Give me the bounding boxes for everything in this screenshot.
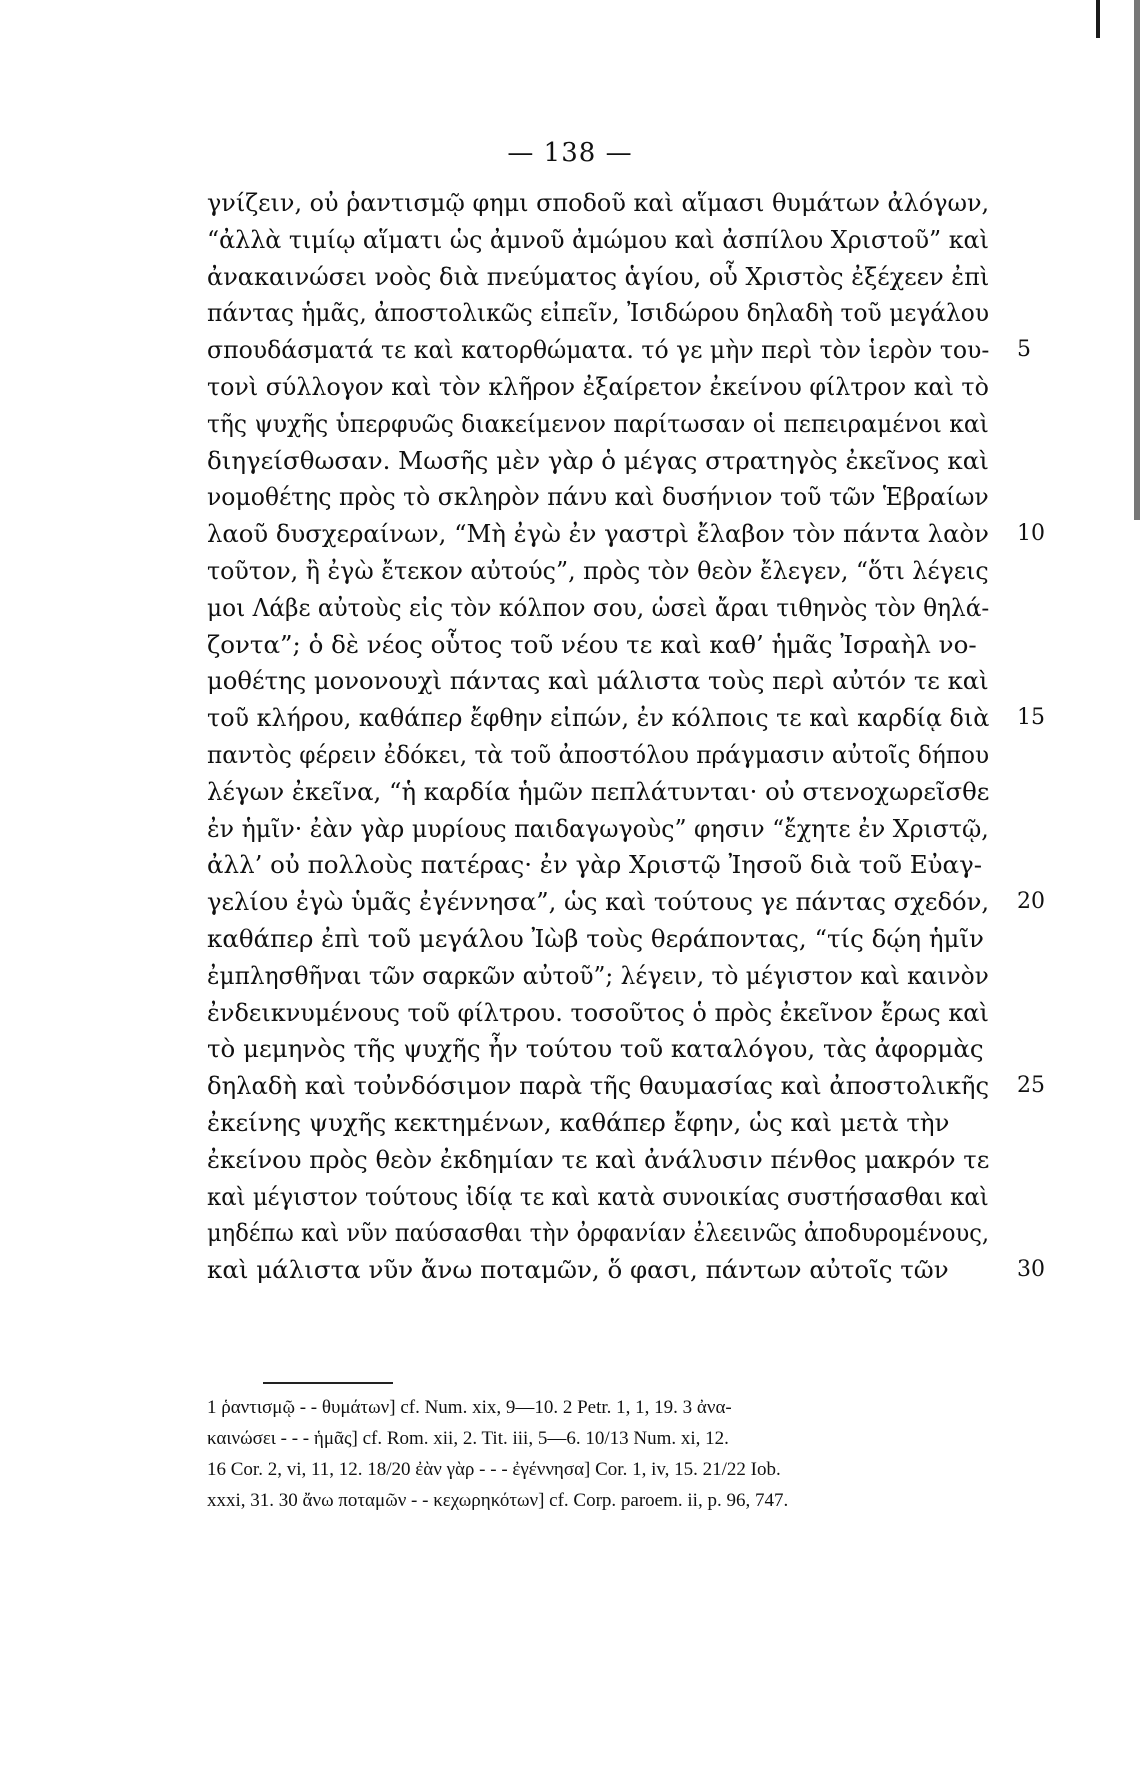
text-line-content: πάντας ἡμᾶς, ἀποστολικῶς εἰπεῖν, Ἰσιδώρου δηλαδὴ τοῦ μεγάλου <box>207 298 990 328</box>
text-line <box>207 1179 987 1216</box>
text-line <box>207 332 1031 369</box>
text-line <box>207 884 1045 921</box>
text-line-content: γελίου ἐγὼ ὑμᾶς ἐγέννησα”, ὡς καὶ τούτους γε πάντας σχεδόν, <box>207 887 990 917</box>
text-line <box>207 222 987 259</box>
text-line-content: παντὸς φέρειν ἐδόκει, τὰ τοῦ ἀποστόλου πράγμασιν αὐτοῖς δήπου <box>207 739 990 769</box>
text-line <box>207 1252 1045 1289</box>
text-line-content: ἀλλ’ οὐ πολλοὺς πατέρας· ἐν γὰρ Χριστῷ Ἰησοῦ διὰ τοῦ Εὐαγ- <box>207 850 983 880</box>
text-line-content: τὸ μεμηνὸς τῆς ψυχῆς ἦν τούτου τοῦ καταλόγου, τὰς ἀφορμὰς <box>207 1034 984 1064</box>
text-line <box>207 369 987 406</box>
line-number: 30 <box>1017 1257 1045 1283</box>
text-line <box>207 590 990 627</box>
text-line <box>207 406 987 443</box>
scan-edge-mark <box>1134 0 1140 520</box>
text-line <box>207 958 987 995</box>
text-line <box>207 1105 987 1142</box>
text-line-content: τοῦ κλήρου, καθάπερ ἔφθην εἰπών, ἐν κόλποις τε καὶ καρδίᾳ διὰ <box>207 703 990 733</box>
text-line-content: μηδέπω καὶ νῦν παύσασθαι τὴν ὀρφανίαν ἐλεεινῶς ἀποδυρομένους, <box>207 1218 990 1248</box>
text-line-content: λέγων ἐκεῖνα, “ἡ καρδία ἡμῶν πεπλάτυνται· οὐ στενοχωρεῖσθε <box>207 776 990 806</box>
text-line <box>207 1142 990 1179</box>
text-line <box>207 295 990 332</box>
text-line-content: νομοθέτης πρὸς τὸ σκληρὸν πάνυ καὶ δυσήνιον τοῦ τῶν Ἑβραίων <box>207 482 989 512</box>
text-line-content: μοθέτης μονονουχὶ πάντας καὶ μάλιστα τοὺς περὶ αὐτόν τε καὶ <box>207 666 989 696</box>
text-line <box>207 774 990 811</box>
footnote-line: 16 Cor. 2, vi, 11, 12. 18/20 ἐὰν γὰρ - - - ἐγέννησα] Cor. 1, iv, 15. 21/22 Iob. <box>207 1459 781 1480</box>
text-line <box>207 479 987 516</box>
line-number: 5 <box>1017 337 1031 363</box>
text-line <box>207 921 987 958</box>
text-line-content: ἐκείνου πρὸς θεὸν ἐκδημίαν τε καὶ ἀνάλυσιν πένθος μακρόν τε <box>207 1144 990 1174</box>
text-line-content: δηλαδὴ καὶ τοὐνδόσιμον παρὰ τῆς θαυμασίας καὶ ἀποστολικῆς <box>207 1071 990 1101</box>
text-line-content: ἐν ἡμῖν· ἐὰν γὰρ μυρίους παιδαγωγοὺς” φησιν “ἔχητε ἐν Χριστῷ, <box>207 813 989 843</box>
text-line <box>207 1215 990 1252</box>
text-line-content: ἐνδεικνυμένους τοῦ φίλτρου. τοσοῦτος ὁ πρὸς ἐκεῖνον ἔρως καὶ <box>207 997 989 1027</box>
text-line-content: λαοῦ δυσχεραίνων, “Μὴ ἐγὼ ἐν γαστρὶ ἔλαβον τὸν πάντα λαὸν <box>207 519 989 549</box>
text-line-content: διηγείσθωσαν. Μωσῆς μὲν γὰρ ὁ μέγας στρατηγὸς ἐκεῖνος καὶ <box>207 445 989 475</box>
line-number: 20 <box>1017 889 1045 915</box>
text-line-content: “ἀλλὰ τιμίῳ αἵματι ὡς ἀμνοῦ ἀμώμου καὶ ἀσπίλου Χριστοῦ” καὶ <box>207 224 989 254</box>
text-line-content: καθάπερ ἐπὶ τοῦ μεγάλου Ἰὼβ τοὺς θεράποντας, “τίς δῴη ἡμῖν <box>207 923 984 953</box>
text-line <box>207 811 987 848</box>
text-line <box>207 995 987 1032</box>
footnote-separator <box>263 1382 393 1384</box>
line-number: 15 <box>1017 705 1045 731</box>
page-number: — 138 — <box>507 138 633 168</box>
text-line <box>207 663 987 700</box>
text-line <box>207 627 987 664</box>
footnote-line: καινώσει - - - ἡμᾶς] cf. Rom. xii, 2. Tit. iii, 5—6. 10/13 Num. xi, 12. <box>207 1428 729 1449</box>
text-line-content: μοι Λάβε αὐτοὺς εἰς τὸν κόλπον σου, ὡσεὶ ἄραι τιθηνὸς τὸν θηλά- <box>207 592 990 622</box>
scan-margin-mark <box>1096 0 1100 38</box>
text-line <box>207 847 987 884</box>
text-line-content: τοῦτον, ἢ ἐγὼ ἔτεκον αὐτούς”, πρὸς τὸν θεὸν ἔλεγεν, “ὅτι λέγεις <box>207 555 989 585</box>
text-line <box>207 259 990 296</box>
footnotes <box>207 1392 997 1516</box>
text-line-content: σπουδάσματά τε καὶ κατορθώματα. τό γε μὴν περὶ τὸν ἱερὸν του- <box>207 335 990 365</box>
footnote-line: 1 ῥαντισμῷ - - θυμάτων] cf. Num. xix, 9—10. 2 Petr. 1, 1, 19. 3 ἀνα- <box>207 1397 732 1418</box>
footnote-line: xxxi, 31. 30 ἄνω ποταμῶν - - κεχωρηκότων] cf. Corp. paroem. ii, p. 96, 747. <box>207 1490 789 1511</box>
text-line-content: τῆς ψυχῆς ὑπερφυῶς διακείμενον παρίτωσαν οἱ πεπειραμένοι καὶ <box>207 408 989 438</box>
line-number: 25 <box>1017 1073 1045 1099</box>
text-line <box>207 1068 1045 1105</box>
text-line-content: ζοντα”; ὁ δὲ νέος οὗτος τοῦ νέου τε καὶ καθ’ ἡμᾶς Ἰσραὴλ νο- <box>207 629 977 659</box>
text-line-content: τονὶ σύλλογον καὶ τὸν κλῆρον ἐξαίρετον ἐκείνου φίλτρον καὶ τὸ <box>207 371 989 401</box>
text-line-content: καὶ μέγιστον τούτους ἰδίᾳ τε καὶ κατὰ συνοικίας συστήσασθαι καὶ <box>207 1181 989 1211</box>
text-line <box>207 443 987 480</box>
text-line <box>207 185 990 222</box>
main-text <box>207 185 1045 1289</box>
text-line-content: καὶ μάλιστα νῦν ἄνω ποταμῶν, ὅ φασι, πάντων αὐτοῖς τῶν <box>207 1255 949 1285</box>
text-line-content: ἀνακαινώσει νοὸς διὰ πνεύματος ἁγίου, οὗ Χριστὸς ἐξέχεεν ἐπὶ <box>207 261 990 291</box>
text-line-content: γνίζειν, οὐ ῥαντισμῷ φημι σποδοῦ καὶ αἵμασι θυμάτων ἀλόγων, <box>207 188 990 217</box>
text-line <box>207 700 1045 737</box>
text-line <box>207 553 987 590</box>
line-number: 10 <box>1017 521 1045 547</box>
text-line-content: ἐμπλησθῆναι τῶν σαρκῶν αὐτοῦ”; λέγειν, τὸ μέγιστον καὶ καινὸν <box>207 960 989 990</box>
text-line <box>207 737 990 774</box>
text-line <box>207 1031 987 1068</box>
text-line <box>207 516 1045 553</box>
text-line-content: ἐκείνης ψυχῆς κεκτημένων, καθάπερ ἔφην, ὡς καὶ μετὰ τὴν <box>207 1107 950 1137</box>
